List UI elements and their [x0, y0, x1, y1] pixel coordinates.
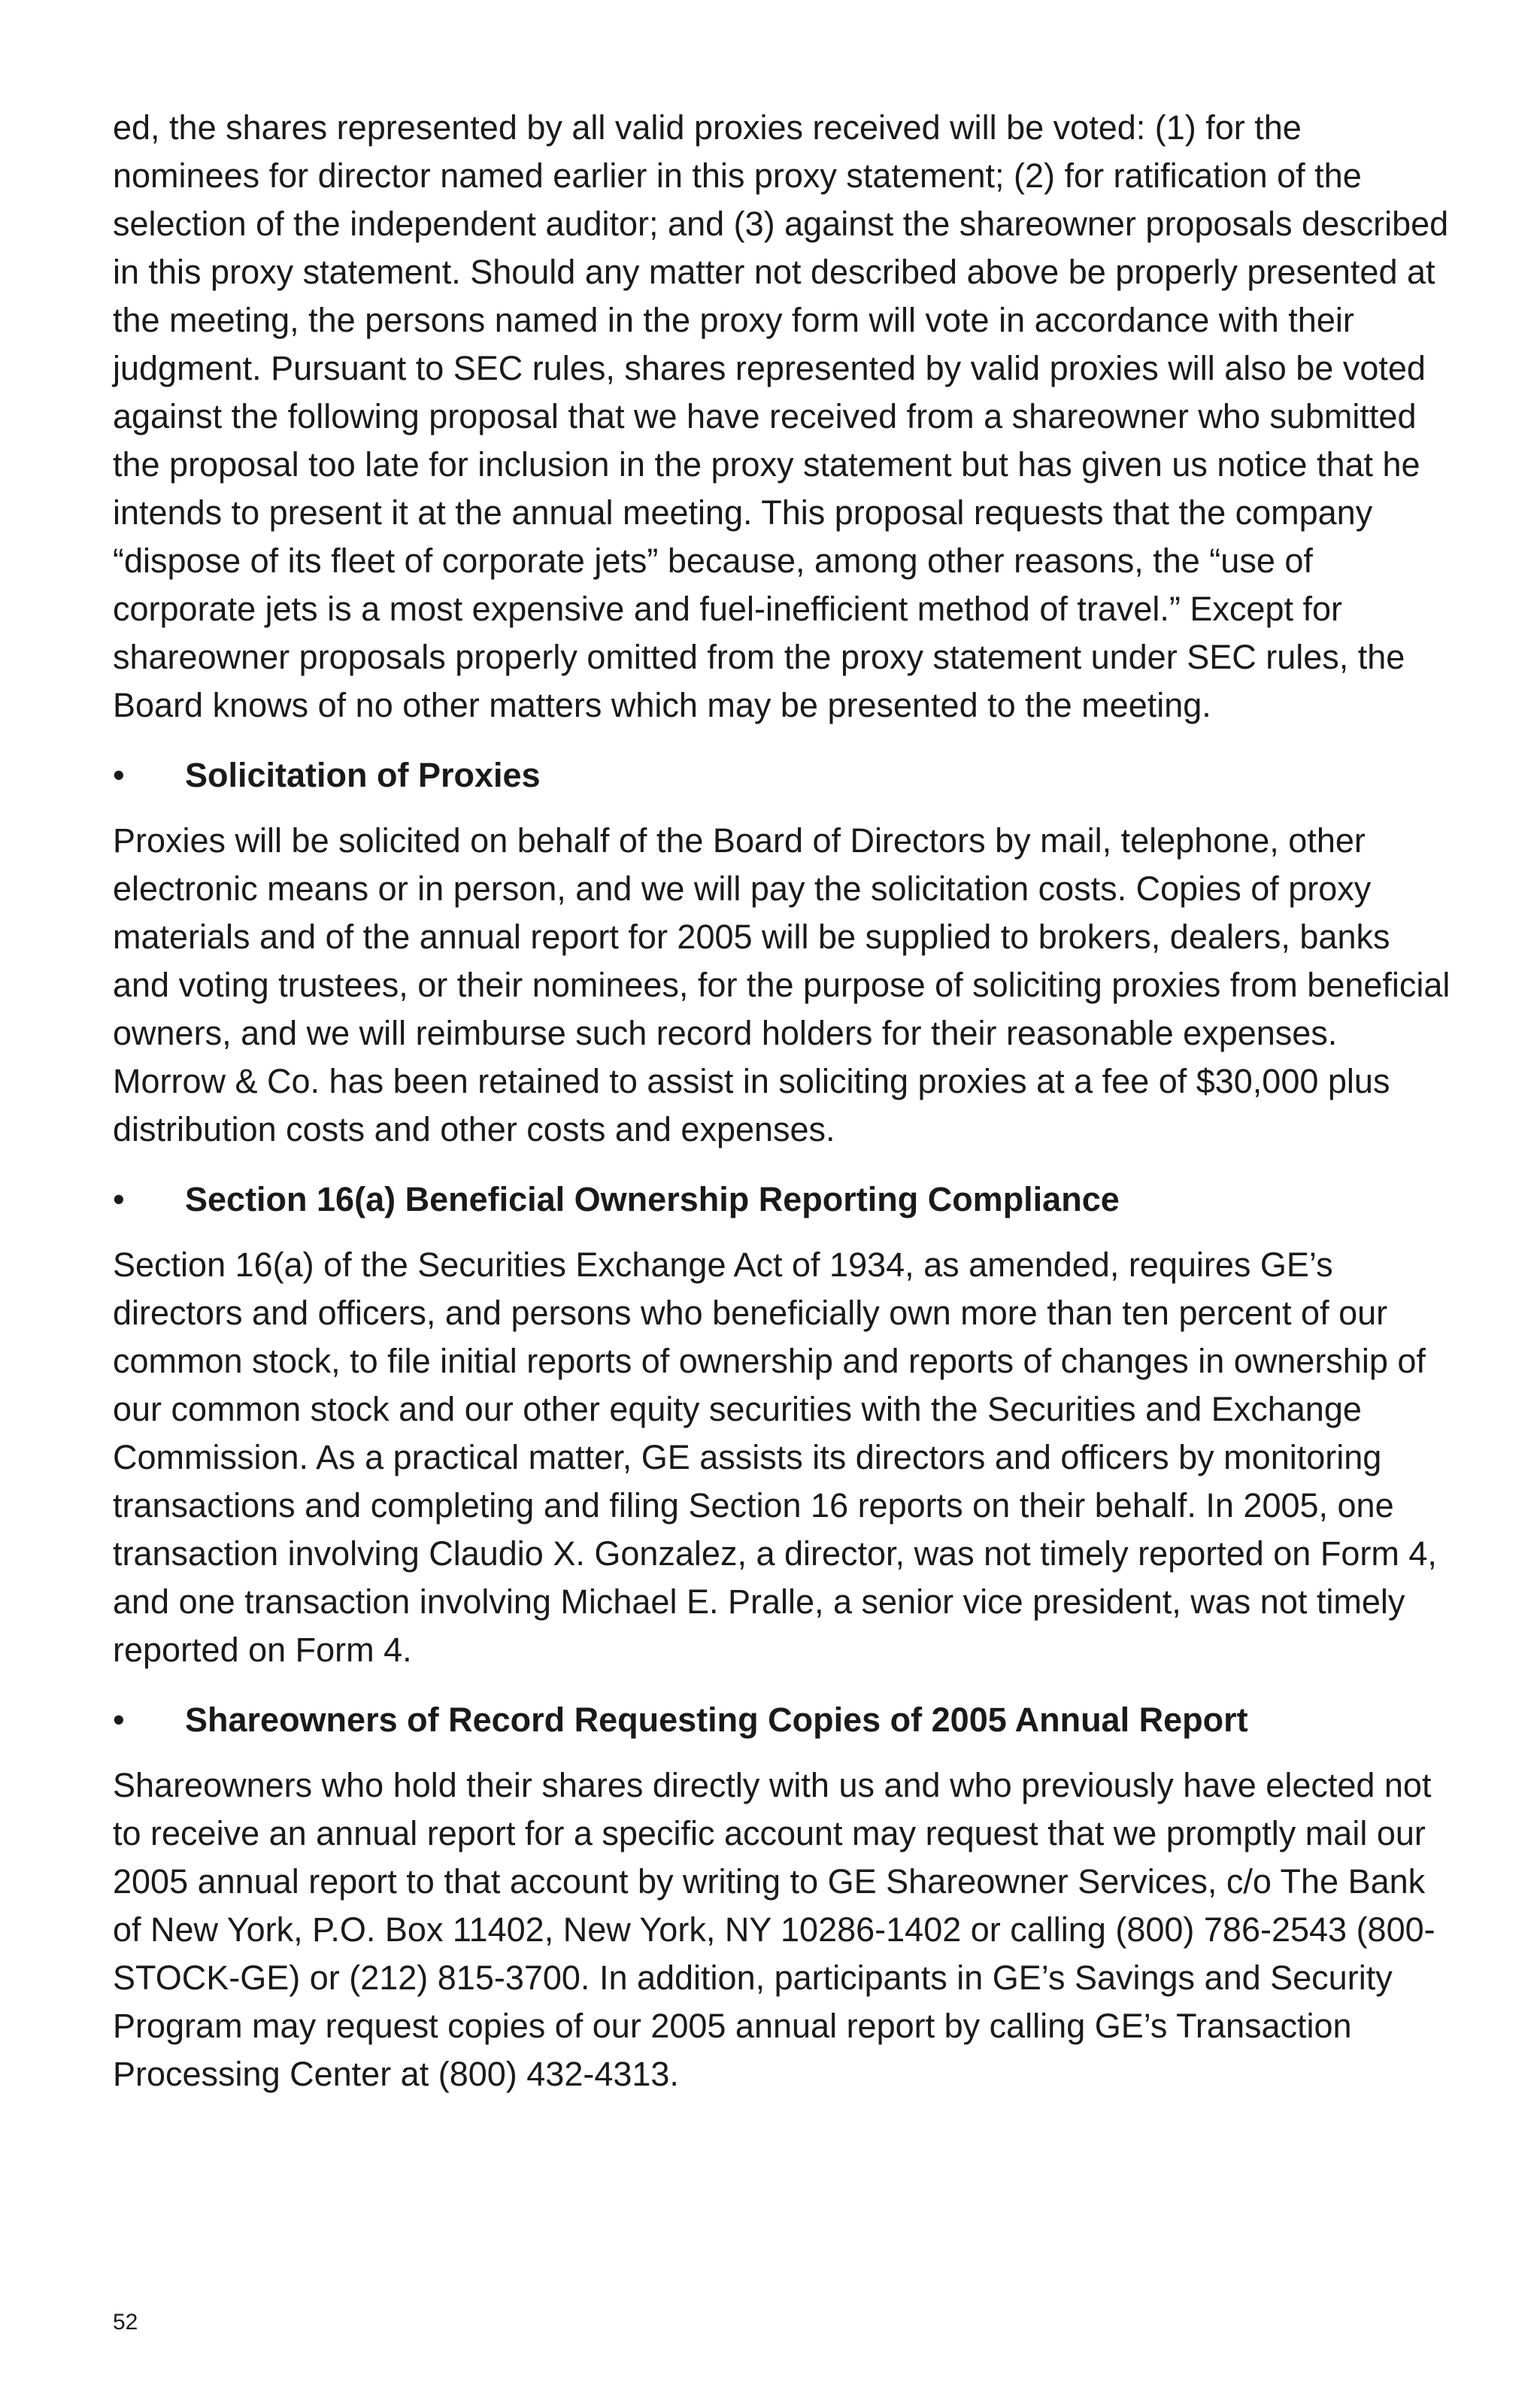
section-16a-compliance — [113, 1176, 1451, 1674]
intro-paragraph: ed, the shares represented by all valid proxies received will be voted: (1) for the nominees for director named earlier in this proxy statement; (2) for ratification of the selection of the independent auditor; and (3) against the shareowner proposals described in this proxy statement. Should any matter not described above be properly presented at the meeting, the persons named in the proxy form will vote in accordance with their judgment. Pursuant to SEC rules, shares represented by valid proxies will also be voted against the following proposal that we have received from a shareowner who submitted the proposal too late for inclusion in the proxy statement but has given us notice that he intends to present it at the annual meeting. This proposal requests that the company “dispose of its fleet of corporate jets” because, among other reasons, the “use of corporate jets is a most expensive and fuel-inefficient method of travel.” Except for shareowner proposals properly omitted from the proxy statement under SEC rules, the Board knows of no other matters which may be presented to the meeting. — [113, 108, 1449, 724]
section-annual-report-copies — [113, 1697, 1451, 2098]
section-heading — [113, 752, 1451, 799]
section-paragraph: Section 16(a) of the Securities Exchange Act of 1934, as amended, requires GE’s directors and officers, and persons who beneficially own more than ten percent of our common stock, to file initial reports of ownership and reports of changes in ownership of our common stock and our other equity securities with the Securities and Exchange Commission. As a practical matter, GE assists its directors and officers by monitoring transactions and completing and filing Section 16 reports on their behalf. In 2005, one transaction involving Claudio X. Gonzalez, a director, was not timely reported on Form 4, and one transaction involving Michael E. Pralle, a senior vice president, was not timely reported on Form 4. — [113, 1246, 1437, 1669]
bullet-marker: • — [113, 756, 125, 794]
bullet-marker: • — [113, 1701, 125, 1739]
section-heading-text: Section 16(a) Beneficial Ownership Reporting Compliance — [185, 1180, 1120, 1218]
section-heading-text: Shareowners of Record Requesting Copies of 2005 Annual Report — [185, 1701, 1248, 1739]
section-paragraph: Shareowners who hold their shares directly with us and who previously have elected not to receive an annual report for a specific account may request that we promptly mail our 2005 annual report to that account by writing to GE Shareowner Services, c/o The Bank of New York, P.O. Box 11402, New York, NY 10286-1402 or calling (800) 786-2543 (800-STOCK-GE) or (212) 815-3700. In addition, participants in GE’s Savings and Security Program may request copies of our 2005 annual report by calling GE’s Transaction Processing Center at (800) 432-4313. — [113, 1766, 1435, 2093]
section-paragraph: Proxies will be solicited on behalf of the Board of Directors by mail, telephone, other electronic means or in person, and we will pay the solicitation costs. Copies of proxy materials and of the annual report for 2005 will be supplied to brokers, dealers, banks and voting trustees, or their nominees, for the purpose of soliciting proxies from beneficial owners, and we will reimburse such record holders for their reasonable expenses. Morrow & Co. has been retained to assist in soliciting proxies at a fee of $30,000 plus distribution costs and other costs and expenses. — [113, 821, 1451, 1148]
section-heading — [113, 1697, 1451, 1743]
section-heading — [113, 1176, 1451, 1223]
document-page — [113, 104, 1451, 2098]
section-heading-text: Solicitation of Proxies — [185, 756, 541, 794]
page-number: 52 — [113, 2310, 138, 2335]
bullet-marker: • — [113, 1180, 125, 1218]
section-solicitation-of-proxies — [113, 752, 1451, 1154]
